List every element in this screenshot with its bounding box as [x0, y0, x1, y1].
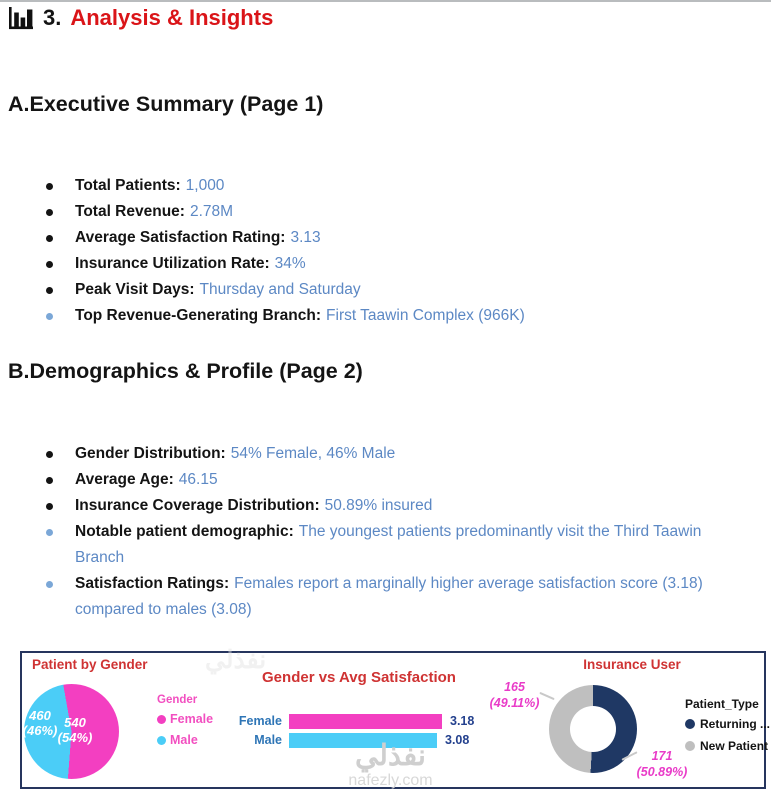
bullet-dot	[46, 183, 53, 190]
list-item: Total Revenue: 2.78M	[42, 199, 742, 225]
bar-row-male	[172, 732, 469, 748]
donut-chart-title: Insurance User	[583, 657, 681, 672]
bar-category-label: Male	[254, 733, 282, 747]
list-item: Gender Distribution: 54% Female, 46% Male	[42, 441, 745, 467]
watermark-fragment: نفذلي	[205, 646, 267, 674]
heading-demographics-profile: B.Demographics & Profile (Page 2)	[8, 359, 363, 383]
top-edge-divider	[0, 0, 771, 2]
bar-chart-title: Gender vs Avg Satisfaction	[262, 669, 456, 686]
legend-item-new-patient: New Patient	[685, 739, 770, 753]
legend-title: Gender	[157, 694, 198, 706]
bullet-dot	[46, 235, 53, 242]
watermark-domain-text: nafezly.com	[348, 772, 433, 789]
female-dot-icon	[157, 715, 166, 724]
bar-chart-icon	[8, 5, 34, 31]
pie-slice-label-female: 540 (54%)	[57, 715, 93, 745]
legend-title: Patient_Type	[685, 697, 759, 711]
male-dot-icon	[157, 736, 166, 745]
bullet-dot	[46, 503, 53, 510]
satisfaction-bar	[289, 714, 442, 729]
bullet-dot	[46, 209, 53, 216]
list-item: Average Age: 46.15	[42, 467, 745, 493]
bullet-dot	[46, 451, 53, 458]
list-item: Peak Visit Days: Thursday and Saturday	[42, 277, 742, 303]
pie-chart-title: Patient by Gender	[32, 657, 148, 672]
donut-callout-new-patient: 165 (49.11%)	[489, 680, 540, 710]
list-item: Satisfaction Ratings: Females report a marginally higher average satisfaction score (3.18) compared to males (3.08)	[42, 571, 745, 623]
heading-executive-summary: A.Executive Summary (Page 1)	[8, 92, 324, 116]
bullet-dot	[46, 477, 53, 484]
bar-value-label: 3.18	[450, 714, 475, 728]
watermark-arabic-text: نفذلي	[355, 740, 426, 772]
donut-hole	[570, 706, 616, 752]
bar-value-label: 3.08	[445, 733, 470, 747]
list-item: Average Satisfaction Rating: 3.13	[42, 225, 742, 251]
list-item: Top Revenue-Generating Branch: First Taawin Complex (966K)	[42, 303, 742, 329]
returning-dot-icon	[685, 719, 695, 729]
bullet-dot	[46, 261, 53, 268]
demographics-list	[42, 441, 745, 623]
legend-item-returning: Returning ...	[685, 717, 770, 731]
executive-summary-list	[42, 173, 742, 329]
bar-row-female	[172, 713, 474, 729]
bullet-dot	[46, 287, 53, 294]
pie-slice-label-male: 460 (46%)	[22, 708, 58, 738]
bullet-dot	[46, 581, 53, 588]
donut-callout-returning: 171 (50.89%)	[636, 749, 688, 779]
dashboard-charts-panel	[20, 651, 770, 789]
patient-type-legend	[685, 697, 770, 761]
page-title: Analysis & Insights	[70, 5, 274, 30]
bullet-dot	[46, 313, 53, 320]
list-item: Insurance Utilization Rate: 34%	[42, 251, 742, 277]
list-item: Total Patients: 1,000	[42, 173, 742, 199]
list-item: Notable patient demographic: The youngest patients predominantly visit the Third Taawin Branch	[42, 519, 745, 571]
list-item: Insurance Coverage Distribution: 50.89% insured	[42, 493, 745, 519]
bar-category-label: Female	[238, 714, 282, 728]
legend-item-male: Male	[157, 733, 213, 747]
legend-item-female: Female	[157, 712, 213, 726]
section-number: 3.	[43, 5, 62, 30]
satisfaction-bar	[289, 733, 437, 748]
document-header	[8, 5, 273, 31]
bullet-dot	[46, 529, 53, 536]
new-patient-dot-icon	[685, 741, 695, 751]
